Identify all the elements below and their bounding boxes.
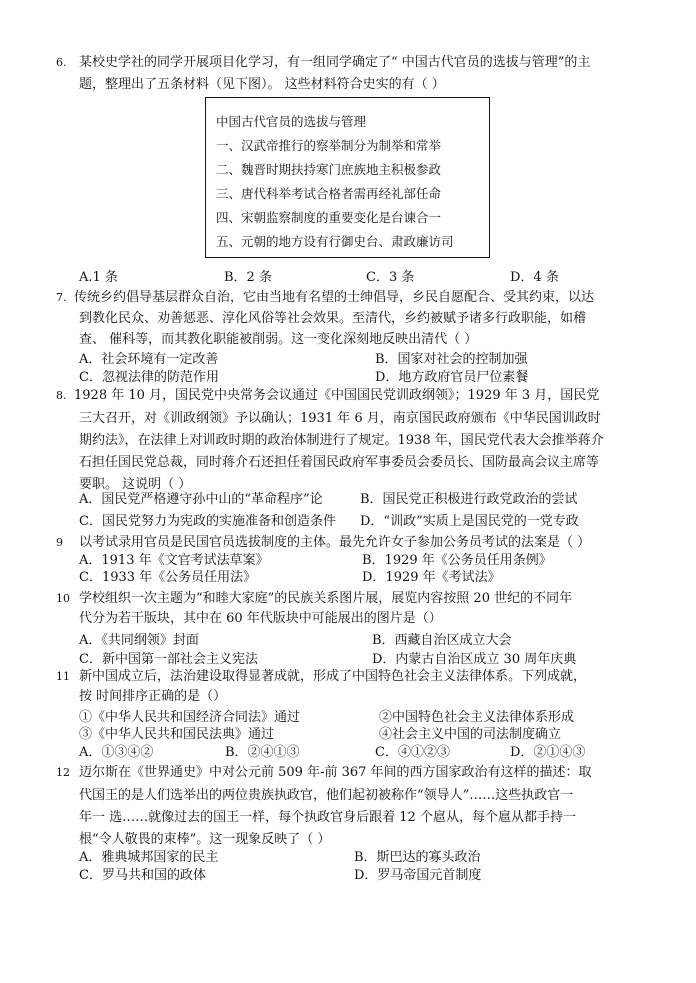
question-stem-line: 某校史学社的同学开展项目化学习，有一组同学确定了“ 中国古代官员的选拔与管理”的主 [79,55,591,70]
option-c: C．忽视法律的防范作用 [79,370,219,385]
option-c: C．1933 年《公务员任用法》 [79,570,257,585]
option-a: A．1913 年《文官考试法草案》 [79,553,269,568]
material-item: 五、元朝的地方设有行御史台、肃政廉访司 [216,234,454,249]
question-stem-line: 代国王的是人们选举出的两位贵族执政官，他们起初被称作“领导人”……这些执政官一 [79,788,574,803]
question-stem-line: 根“令人敬畏的束棒”。这一现象反映了（ ） [79,832,331,847]
material-item: 四、宋朝监察制度的重要变化是台谏合一 [216,210,442,225]
option-d: D．②①④③ [510,745,586,760]
option-a: A.1 条 [79,270,118,285]
question-stem-line: 传统乡约倡导基层群众自治，它由当地有名望的士绅倡导，乡民自愿配合、受其约束，以达 [74,290,595,305]
option-d: D．“训政”实质上是国民党的一党专政 [360,514,579,529]
question-stem-line: 要职。 这说明（ ） [79,477,192,492]
question-stem-line: 学校组织一次主题为“和睦大家庭”的民族关系图片展，展览内容按照 20 世纪的不同年 [79,591,573,606]
question-number: 7. [56,291,67,304]
question-stem-line: 题，整理出了五条材料（见下图）。 这些材料符合史实的有（ ） [79,77,445,92]
option-c: C．国民党努力为宪政的实施准备和创造条件 [79,514,336,529]
option-d: D．罗马帝国元首制度 [354,868,482,883]
question-number: 9 [56,536,63,549]
event-item: ④社会主义中国的司法制度确立 [379,727,562,742]
question-stem-line: 按 时间排序正确的是（） [79,689,227,704]
question-number: 12 [56,766,70,779]
event-item: ①《中华人民共和国经济合同法》通过 [79,710,301,725]
question-stem-line: 到教化民众、劝善惩恶、淳化风俗等社会效果。至清代，乡约被赋予诸多行政职能，如稽 [79,311,587,326]
option-a: A．《共同纲领》封面 [79,633,199,648]
option-d: D．内蒙古自治区成立 30 周年庆典 [372,652,577,667]
event-item: ③《中华人民共和国民法典》通过 [79,727,275,742]
question-stem-line: 石担任国民党总裁，同时蒋介石还担任着国民政府军事委员会委员长、国防最高会议主席等 [79,455,600,470]
question-number: 10 [56,592,70,605]
option-b: B．2 条 [224,270,272,285]
question-number: 8. [56,389,67,402]
materials-box [205,97,490,258]
option-a: A．雅典城邦国家的民主 [79,850,219,865]
question-stem-line: 新中国成立后，法治建设取得显著成就，形成了中国特色社会主义法律体系。下列成就， [79,669,587,684]
material-item: 三、唐代科举考试合格者需再经礼部任命 [216,186,442,201]
question-stem-line: 迈尔斯在《世界通史》中对公元前 509 年-前 367 年间的西方国家政治有这样的描述：取 [79,765,592,780]
material-item: 一、汉武帝推行的察举制分为制举和常举 [216,138,442,153]
option-c: C．罗马共和国的政体 [79,868,206,883]
question-number: 11 [56,670,70,683]
option-b: B．国民党正积极进行政党政治的尝试 [360,492,578,507]
question-stem-line: 1928 年 10 月，国民党中央常务会议通过《中国国民党训政纲领》；1929 年 3 月，国民党 [74,388,600,403]
question-stem-line: 期约法》，在法律上对训政时期的政治体制进行了规定。1938 年，国民党代表大会推举蒋介 [79,433,604,448]
option-d: D．4 条 [510,270,559,285]
materials-title: 中国古代官员的选拔与管理 [216,114,367,129]
option-b: B．斯巴达的寡头政治 [354,850,481,865]
question-number: 6. [56,56,67,69]
question-stem-line: 代分为若干版块，其中在 60 年代版块中可能展出的图片是（） [79,611,442,626]
question-stem-line: 查、 催科等，而其教化职能被削弱。这一变化深刻地反映出清代（ ） [79,332,478,347]
event-item: ②中国特色社会主义法律体系形成 [379,710,575,725]
option-a: A．社会环境有一定改善 [79,352,219,367]
question-stem-line: 以考试录用官员是民国官员选拔制度的主体。最先允许女子参加公务员考试的法案是（ ） [79,535,591,550]
option-b: B．②④①③ [225,745,300,760]
material-item: 二、魏晋时期扶持寒门庶族地主积极参政 [216,162,442,177]
option-c: C．3 条 [366,270,415,285]
option-b: B．国家对社会的控制加强 [375,352,528,367]
question-stem-line: 三大召开，对《训政纲领》予以确认；1931 年 6 月，南京国民政府颁布《中华民国训政时 [79,411,601,426]
option-d: D．1929 年《考试法》 [362,570,501,585]
option-c: C．④①②③ [375,745,450,760]
option-c: C．新中国第一部社会主义宪法 [79,652,258,667]
option-b: B．1929 年《公务员任用条例》 [362,553,552,568]
option-b: B．西藏自治区成立大会 [372,633,512,648]
question-stem-line: 年一 选……就像过去的国王一样，每个执政官身后跟着 12 个扈从，每个扈从都手持一 [79,810,576,825]
option-d: D．地方政府官员尸位素餐 [375,370,529,385]
option-a: A．①③④② [79,745,154,760]
option-a: A．国民党严格遵守孙中山的“革命程序”论 [79,492,323,507]
